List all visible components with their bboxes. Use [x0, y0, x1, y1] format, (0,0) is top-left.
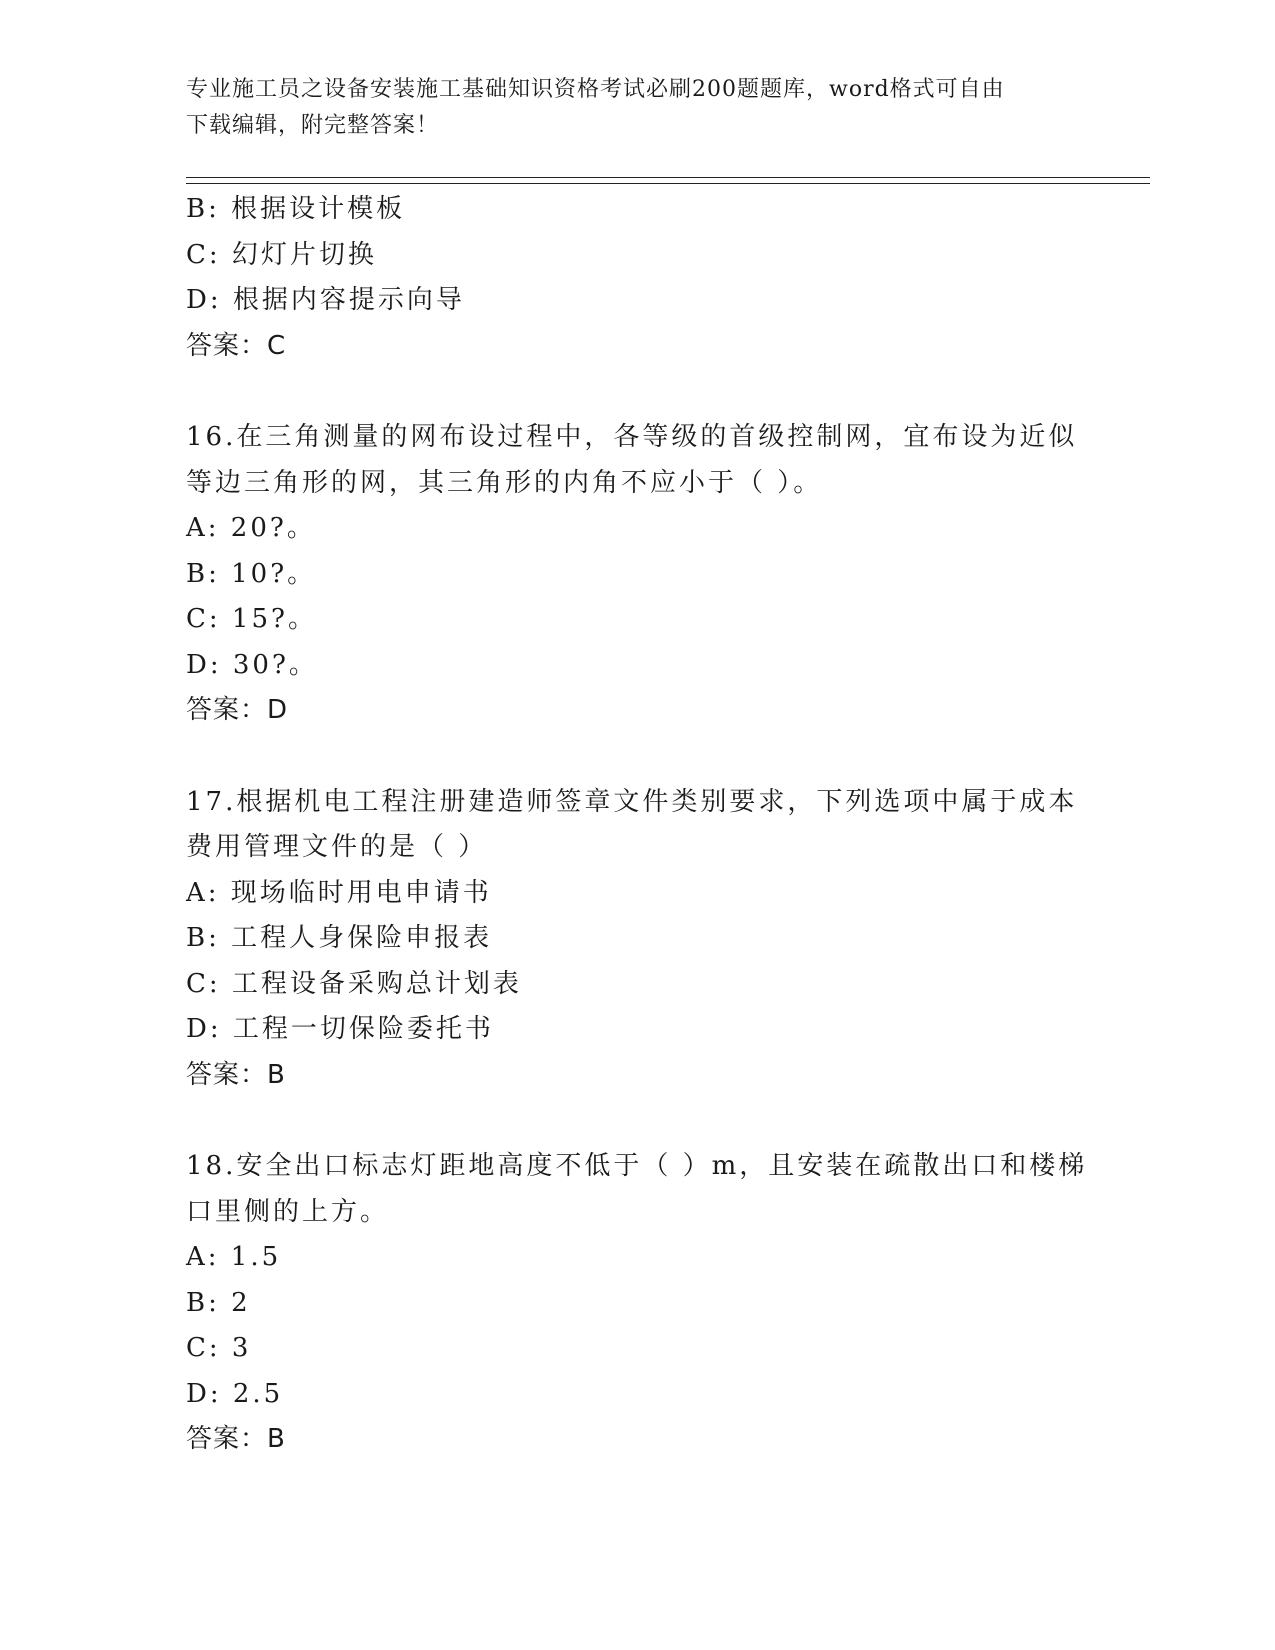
option-c: C: 3 — [186, 1333, 252, 1363]
option-d: D: 30?。 — [186, 649, 318, 680]
answer: 答案：B — [186, 1424, 286, 1454]
answer: 答案：D — [186, 695, 289, 725]
option-c: C: 15?。 — [186, 604, 317, 634]
question-stem-line-2: 口里侧的上方。 — [186, 1196, 390, 1227]
question-list — [186, 187, 1086, 1463]
question-stem-line-1: 17.根据机电工程注册建造师签章文件类别要求，下列选项中属于成本 — [186, 786, 1078, 817]
spacer — [186, 1098, 1086, 1144]
question-15 — [186, 187, 1086, 369]
document-header — [186, 72, 1066, 144]
question-17 — [186, 780, 1086, 1099]
answer: 答案：B — [186, 1059, 286, 1090]
option-a: A: 现场临时用电申请书 — [186, 877, 492, 908]
question-stem-line-2: 等边三角形的网，其三角形的内角不应小于（ ）。 — [186, 467, 823, 498]
option-b: B: 2 — [186, 1287, 251, 1318]
spacer — [186, 369, 1086, 415]
option-d: D: 工程一切保险委托书 — [186, 1014, 494, 1044]
option-a: A: 20?。 — [186, 513, 316, 543]
spacer — [186, 734, 1086, 780]
question-16 — [186, 415, 1086, 734]
option-b: B: 工程人身保险申报表 — [186, 923, 493, 953]
option-b: B: 10?。 — [186, 558, 317, 589]
header-line-1: 专业施工员之设备安装施工基础知识资格考试必刷200题题库，word格式可自由 — [186, 77, 1005, 102]
option-d: D: 根据内容提示向导 — [186, 285, 465, 315]
question-18 — [186, 1144, 1086, 1463]
option-d: D: 2.5 — [186, 1378, 284, 1409]
option-b: B: 根据设计模板 — [186, 194, 406, 224]
question-stem-line-1: 16.在三角测量的网布设过程中，各等级的首级控制网，宜布设为近似 — [186, 422, 1078, 452]
header-divider-bottom — [186, 183, 1150, 184]
answer: 答案：C — [186, 330, 287, 361]
option-c: C: 幻灯片切换 — [186, 239, 377, 270]
question-stem-line-2: 费用管理文件的是（ ） — [186, 832, 488, 862]
option-c: C: 工程设备采购总计划表 — [186, 968, 522, 999]
header-divider-top — [186, 177, 1150, 178]
header-line-2: 下载编辑，附完整答案！ — [186, 113, 440, 138]
question-stem-line-1: 18.安全出口标志灯距地高度不低于（ ）m，且安装在疏散出口和楼梯 — [186, 1151, 1088, 1181]
option-a: A: 1.5 — [186, 1242, 282, 1272]
